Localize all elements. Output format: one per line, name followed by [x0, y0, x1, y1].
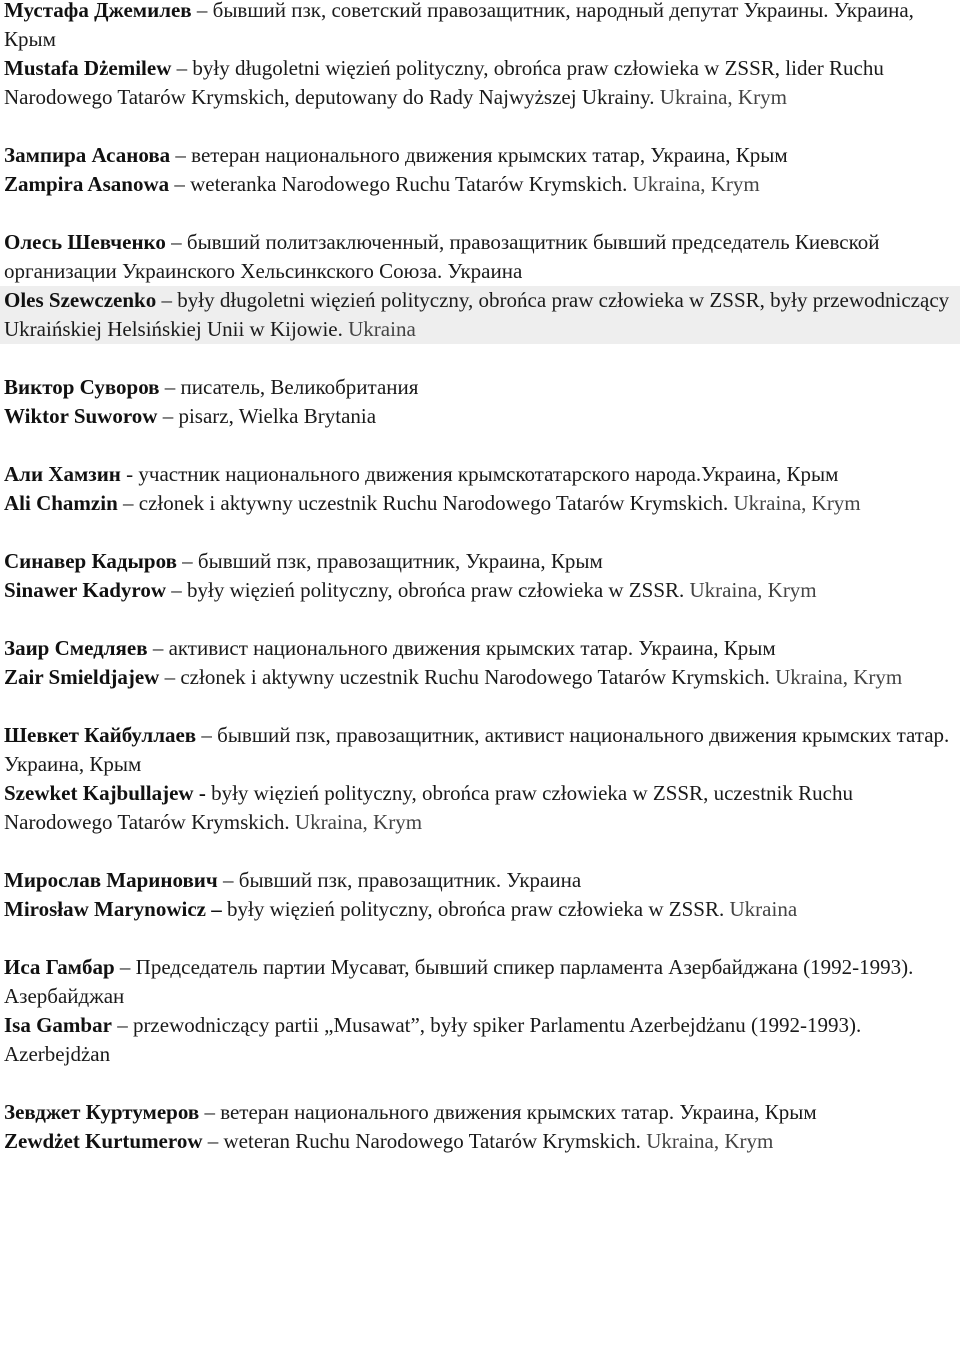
entry-pl: [4, 170, 956, 199]
entry-pl: [4, 54, 956, 112]
person-name-ru: Али Хамзин: [4, 462, 121, 486]
entry-ru: [4, 228, 956, 286]
entry-miroslav-marinovich: [4, 866, 956, 924]
location-pl: Ukraina: [729, 897, 798, 921]
person-name-pl: Sinawer Kadyrow: [4, 578, 166, 602]
person-name-pl: Zampira Asanowa: [4, 172, 170, 196]
description-ru: - участник национального движения крымскотатарского народа.: [120, 462, 702, 486]
location-pl: Ukraina, Krym: [646, 1129, 774, 1153]
entry-zair-smedlyaev: [4, 634, 956, 692]
person-name-pl: Ali Chamzin: [4, 491, 118, 515]
entry-shevket-kaybullaev: [4, 721, 956, 837]
person-name-ru: Мустафа Джемилев: [4, 0, 192, 22]
location-pl: Ukraina: [348, 317, 416, 341]
entry-pl: [4, 1127, 956, 1156]
person-name-pl: Zair Smieldjajew: [4, 665, 160, 689]
entry-pl: [4, 779, 956, 837]
entry-pl: [4, 402, 956, 431]
person-name-pl: Szewket Kajbullajew -: [4, 781, 206, 805]
description-pl: – przewodniczący partii „Musawat”, były spiker Parlamentu Azerbejdżanu (1992-1993).: [111, 1013, 862, 1037]
entry-pl: [4, 489, 956, 518]
person-name-ru: Зевджет Куртумеров: [4, 1100, 200, 1124]
description-ru: – Председатель партии Мусават, бывший спикер парламента Азербайджана (1992-1993).: [114, 955, 914, 979]
description-pl: – były więzień polityczny, obrońca praw człowieka w ZSSR.: [166, 578, 690, 602]
person-name-pl: Oles Szewczenko: [4, 288, 157, 312]
location-pl: Ukraina, Krym: [775, 665, 903, 689]
location-ru: Украина, Крым: [638, 636, 776, 660]
entry-zampira-asanova: [4, 141, 956, 199]
entry-ru: [4, 460, 956, 489]
description-pl: były więzień polityczny, obrońca praw człowieka w ZSSR, uczestnik Ruchu Narodowego Tatarów Krymskich.: [4, 781, 853, 834]
location-ru: Украина, Крым: [701, 462, 839, 486]
entry-ru: [4, 373, 956, 402]
description-ru: – бывший пзк, правозащитник, активист национального движения крымских татар.: [196, 723, 950, 747]
description-pl: – weteranka Narodowego Ruchu Tatarów Krymskich.: [169, 172, 633, 196]
location-ru: Азербайджан: [4, 984, 125, 1008]
entry-pl: [4, 895, 956, 924]
description-ru: – бывший политзаключенный, правозащитник бывший председатель Киевской организации Украинского Хельсинкского Союза.: [4, 230, 880, 283]
entry-ru: [4, 0, 956, 54]
description-ru: – бывший пзк, правозащитник,: [176, 549, 466, 573]
location-ru: Украина, Крым: [650, 143, 788, 167]
description-ru: – бывший пзк, правозащитник.: [217, 868, 507, 892]
entry-ru: [4, 866, 956, 895]
description-pl: – członek i aktywny uczestnik Ruchu Narodowego Tatarów Krymskich.: [117, 491, 734, 515]
location-ru: Украина, Крым: [4, 0, 914, 51]
entry-mustafa-dzhemilev: [4, 0, 956, 112]
location-pl: Ukraina, Krym: [733, 491, 861, 515]
entry-sinaver-kadyrov: [4, 547, 956, 605]
entry-pl: [0, 286, 960, 344]
description-pl: – były długoletni więzień polityczny, obrońca praw człowieka w ZSSR, lider Ruchu Narodowego Tatarów Krymskich, deputowany do Rady Najwyższej Ukrainy.: [4, 56, 884, 109]
description-pl: – weteran Ruchu Narodowego Tatarów Krymskich.: [202, 1129, 647, 1153]
entry-isa-gambar: [4, 953, 956, 1069]
person-name-pl: Isa Gambar: [4, 1013, 112, 1037]
location-pl: Ukraina, Krym: [689, 578, 817, 602]
entry-ru: [4, 721, 956, 779]
person-name-ru: Заир Смедляев: [4, 636, 148, 660]
description-pl: były więzień polityczny, obrońca praw człowieka w ZSSR.: [221, 897, 730, 921]
person-name-ru: Мирослав Маринович: [4, 868, 218, 892]
description-pl: – były długoletni więzień polityczny, obrońca praw człowieka w ZSSR, były przewodniczący Ukraińskiej Helsińskiej Unii w Kijowie.: [4, 288, 950, 341]
location-ru: Украина, Крым: [679, 1100, 817, 1124]
entry-ali-khamzin: [4, 460, 956, 518]
description-ru: – бывший пзк, советский правозащитник, народный депутат Украины.: [191, 0, 834, 22]
location-pl: Ukraina, Krym: [659, 85, 787, 109]
entry-pl: [4, 663, 956, 692]
person-name-pl: Mirosław Marynowicz –: [4, 897, 222, 921]
entry-pl: [4, 1011, 956, 1069]
entry-zevdzhet-kurtumerov: [4, 1098, 956, 1156]
entry-ru: [4, 953, 956, 1011]
person-name-pl: Mustafa Dżemilew: [4, 56, 172, 80]
location-pl: Ukraina, Krym: [294, 810, 423, 834]
entry-ru: [4, 547, 956, 576]
location-pl: Azerbejdżan: [4, 1042, 111, 1066]
person-name-ru: Олесь Шевченко: [4, 230, 166, 254]
description-ru: – писатель, Великобритания: [159, 375, 419, 399]
entry-viktor-suvorov: [4, 373, 956, 431]
entry-ru: [4, 1098, 956, 1127]
entry-ru: [4, 634, 956, 663]
entry-oles-shevchenko: [4, 228, 956, 344]
location-ru: Украина: [447, 259, 523, 283]
person-name-ru: Синавер Кадыров: [4, 549, 177, 573]
person-name-ru: Иса Гамбар: [4, 955, 115, 979]
location-ru: Украина, Крым: [4, 752, 142, 776]
person-name-ru: Зампира Асанова: [4, 143, 171, 167]
description-pl: – pisarz, Wielka Brytania: [157, 404, 377, 428]
location-ru: Украина: [506, 868, 582, 892]
entry-ru: [4, 141, 956, 170]
document-body: [4, 0, 956, 1185]
entry-pl: [4, 576, 956, 605]
person-name-ru: Шевкет Кайбуллаев: [4, 723, 197, 747]
location-ru: Украина, Крым: [465, 549, 603, 573]
person-name-pl: Wiktor Suworow: [4, 404, 158, 428]
location-pl: Ukraina, Krym: [632, 172, 760, 196]
person-name-pl: Zewdżet Kurtumerow: [4, 1129, 203, 1153]
description-ru: – ветеран национального движения крымских татар.: [199, 1100, 680, 1124]
description-pl: – członek i aktywny uczestnik Ruchu Narodowego Tatarów Krymskich.: [159, 665, 776, 689]
description-ru: – ветеран национального движения крымских татар,: [170, 143, 651, 167]
description-ru: – активист национального движения крымских татар.: [147, 636, 639, 660]
person-name-ru: Виктор Суворов: [4, 375, 160, 399]
